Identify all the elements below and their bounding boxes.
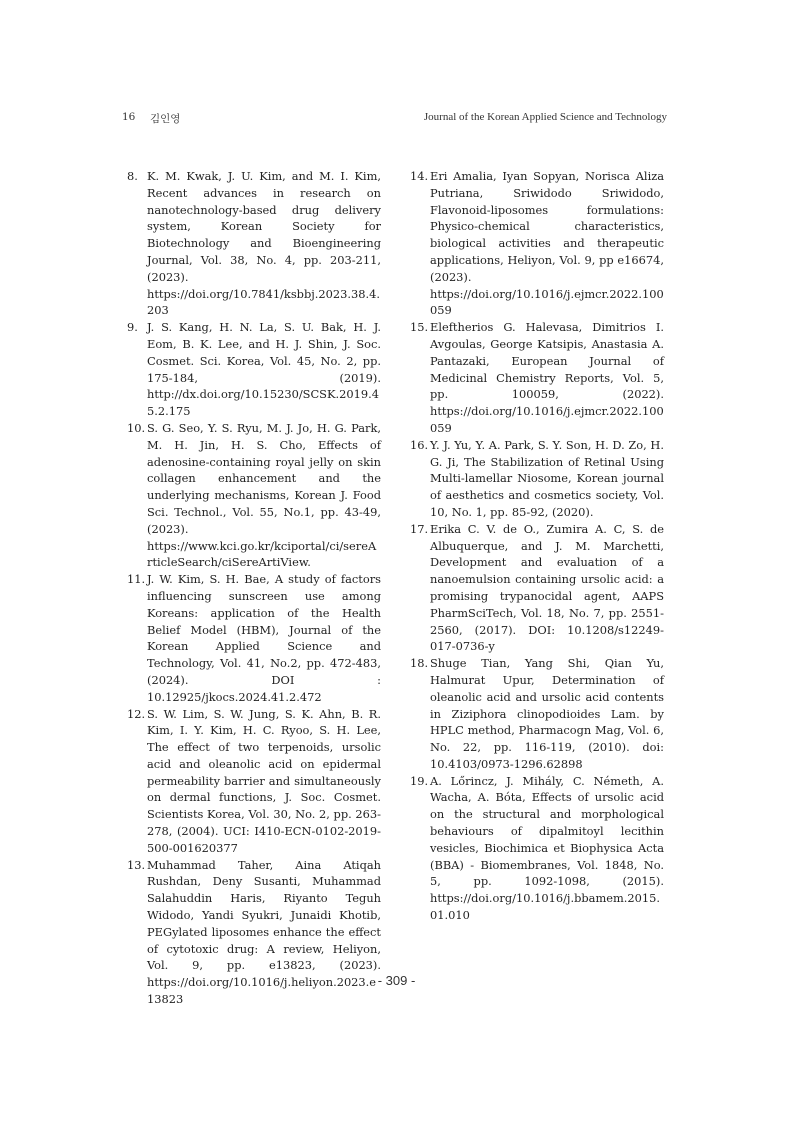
reference-number: 15. — [410, 320, 429, 335]
reference-text: S. G. Seo, Y. S. Ryu, M. J. Jo, H. G. Park, M. H. Jin, H. S. Cho, Effects of adenosine-containing royal jelly on skin collagen enhancement and the underlying mechanisms, Korean J. Food Sci. Technol., Vol. 55, No.1, pp. 43-49, (2023). https://www.kci.go.kr/kciportal/ci/sereArticleSearch/ciSereArtiView. — [147, 420, 381, 570]
reference-number: 17. — [410, 521, 429, 536]
reference-item — [127, 571, 381, 705]
reference-item — [127, 168, 381, 319]
reference-text: Shuge Tian, Yang Shi, Qian Yu, Halmurat Upur, Determination of oleanolic acid and ursolic acid contents in Ziziphora clinopodioides Lam. by HPLC method, Pharmacogn Mag, Vol. 6, No. 22, pp. 116-119, (2010). doi: 10.4103/0973-1296.62898 — [430, 656, 664, 771]
reference-item — [410, 521, 664, 655]
reference-list-right — [410, 168, 664, 924]
reference-item — [410, 773, 664, 924]
reference-list-left — [127, 168, 381, 1008]
references-left-column — [127, 168, 381, 1008]
reference-text: Eri Amalia, Iyan Sopyan, Norisca Aliza Putriana, Sriwidodo Sriwidodo, Flavonoid-liposomes formulations: Physico-chemical characteristics, biological activities and therapeutic applications, Heliyon, Vol. 9, pp e16674, (2023). https://doi.org/10.1016/j.ejmcr.2022.100059 — [430, 169, 664, 318]
reference-number: 16. — [410, 437, 429, 452]
reference-text: K. M. Kwak, J. U. Kim, and M. I. Kim, Recent advances in research on nanotechnology-based drug delivery system, Korean Society for Biotechnology and Bioengineering Journal, Vol. 38, No. 4, pp. 203-211, (2023). https://doi.org/10.7841/ksbbj.2023.38.4.203 — [147, 169, 381, 318]
reference-item — [410, 168, 664, 319]
references-right-column — [410, 168, 664, 924]
reference-item — [410, 319, 664, 437]
reference-item — [127, 420, 381, 571]
reference-number: 10. — [127, 420, 146, 435]
reference-number: 9. — [127, 320, 138, 335]
reference-number: 11. — [127, 572, 146, 587]
header-journal-title: Journal of the Korean Applied Science and Technology — [423, 111, 667, 123]
reference-text: Erika C. V. de O., Zumira A. C, S. de Albuquerque, and J. M. Marchetti, Development and evaluation of a nanoemulsion containing ursolic acid: a promising trypanocidal agent, AAPS PharmSciTech, Vol. 18, No. 7, pp. 2551-2560, (2017). DOI: 10.1208/s12249-017-0736-y — [430, 521, 664, 654]
header-page-number: 16 — [122, 111, 136, 123]
reference-text: Eleftherios G. Halevasa, Dimitrios I. Avgoulas, George Katsipis, Anastasia A. Pantazaki, European Journal of Medicinal Chemistry Reports, Vol. 5, pp. 100059, (2022). https://doi.org/10.1016/j.ejmcr.2022.100059 — [430, 320, 664, 435]
reference-number: 14. — [410, 169, 429, 183]
reference-number: 13. — [127, 857, 146, 872]
reference-text: A. Lőrincz, J. Mihály, C. Németh, A. Wacha, A. Bóta, Effects of ursolic acid on the structural and morphological behaviours of dipalmitoyl lecithin vesicles, Biochimica et Biophysica Acta (BBA) - Biomembranes, Vol. 1848, No. 5, pp. 1092-1098, (2015). https://doi.org/10.1016/j.bbamem.2015.01.010 — [430, 773, 664, 923]
page-footer-number: - 309 - — [377, 973, 416, 988]
reference-number: 19. — [410, 773, 429, 788]
reference-text: J. W. Kim, S. H. Bae, A study of factors influencing sunscreen use among Koreans: application of the Health Belief Model (HBM), Journal of the Korean Applied Science and Technology, Vol. 41, No.2, pp. 472-483, (2024). DOI : 10.12925/jkocs.2024.41.2.472 — [147, 572, 381, 704]
header-author: 김인영 — [150, 113, 181, 125]
reference-text: Muhammad Taher, Aina Atiqah Rushdan, Deny Susanti, Muhammad Salahuddin Haris, Riyanto Teguh Widodo, Yandi Syukri, Junaidi Khotib, PEGylated liposomes enhance the effect of cytotoxic drug: A review, Heliyon, Vol. 9, pp. e13823, (2023). https://doi.org/10.1016/j.heliyon.2023.e13823 — [147, 857, 381, 1007]
reference-item — [410, 655, 664, 773]
reference-text: J. S. Kang, H. N. La, S. U. Bak, H. J. Eom, B. K. Lee, and H. J. Shin, J. Soc. Cosmet. Sci. Korea, Vol. 45, No. 2, pp. 175-184, (2019). http://dx.doi.org/10.15230/SCSK.2019.45.2.175 — [147, 320, 381, 419]
reference-item — [410, 437, 664, 521]
reference-item — [127, 706, 381, 857]
running-header — [122, 111, 667, 127]
reference-text: S. W. Lim, S. W. Jung, S. K. Ahn, B. R. Kim, I. Y. Kim, H. C. Ryoo, S. H. Lee, The effect of two terpenoids, ursolic acid and oleanolic acid on epidermal permeability barrier and simultaneously on dermal functions, J. Soc. Cosmet. Scientists Korea, Vol. 30, No. 2, pp. 263-278, (2004). UCI: I410-ECN-0102-2019-500-001620377 — [147, 706, 381, 855]
reference-number: 8. — [127, 169, 138, 183]
reference-item — [127, 319, 381, 420]
reference-number: 12. — [127, 706, 146, 721]
reference-text: Y. J. Yu, Y. A. Park, S. Y. Son, H. D. Zo, H. G. Ji, The Stabilization of Retinal Using Multi-lamellar Niosome, Korean journal of aesthetics and cosmetics society, Vol. 10, No. 1, pp. 85-92, (2020). — [430, 437, 664, 519]
reference-number: 18. — [410, 656, 429, 671]
